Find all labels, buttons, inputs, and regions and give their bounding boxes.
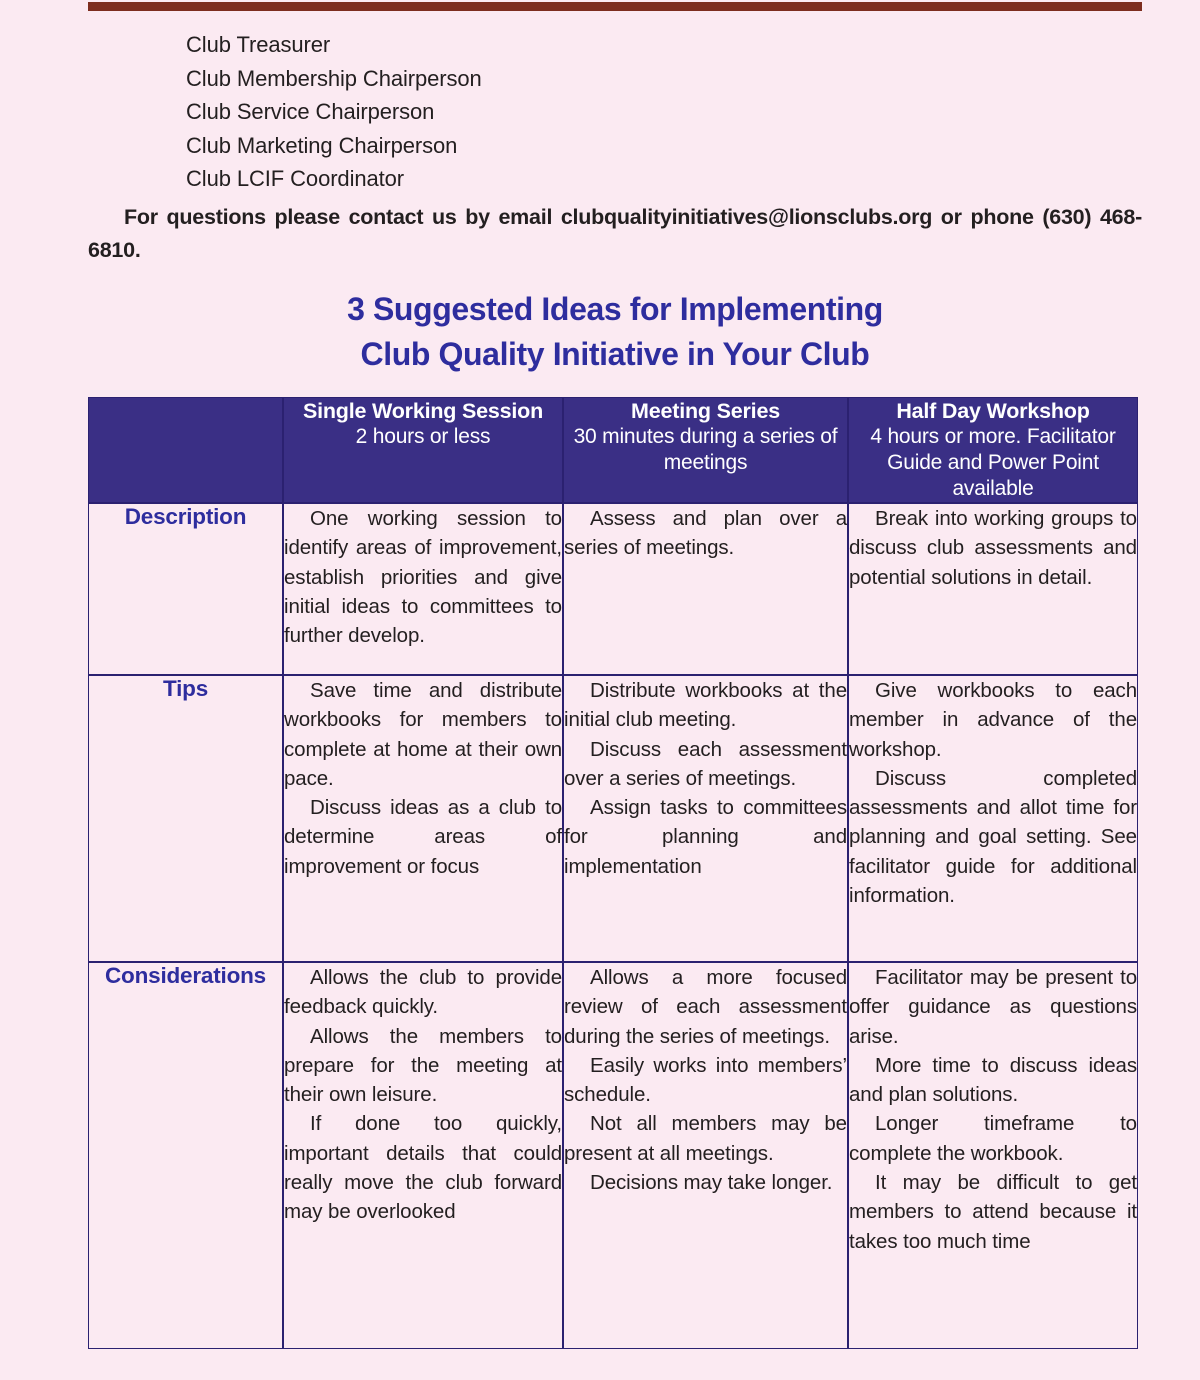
cell-paragraph: Easily works into members’ schedule. (564, 1053, 847, 1107)
cell-considerations-meeting-series (563, 962, 848, 1349)
contact-paragraph: For questions please contact us by email clubqualityinitiatives@lionsclubs.org or phone (630) 468-6810. (88, 204, 1142, 262)
table-header (88, 397, 1138, 503)
cell-paragraph: One working session to identify areas of improvement, establish priorities and give initial ideas to committees to further develop. (284, 507, 562, 648)
cell-tips-half-day-workshop (848, 675, 1138, 962)
list-item: Club Marketing Chairperson (186, 132, 458, 158)
cell-paragraph: Assign tasks to committees for planning and implementation (564, 796, 847, 878)
ideas-table (88, 397, 1138, 1349)
cell-paragraph: Discuss completed assessments and allot time for planning and goal setting. See facilitator guide for additional information. (849, 766, 1137, 908)
cell-paragraph: More time to discuss ideas and plan solutions. (849, 1053, 1137, 1107)
column-header-half-day-workshop (848, 397, 1138, 503)
table-row (88, 503, 1138, 675)
page-title-line-1: 3 Suggested Ideas for Implementing (347, 291, 883, 327)
column-header-title: Half Day Workshop (896, 399, 1090, 423)
row-label-tips: Tips (88, 675, 283, 962)
cell-paragraph: Give workbooks to each member in advance of the workshop. (849, 679, 1137, 761)
cell-paragraph: Decisions may take longer. (590, 1171, 833, 1195)
cell-paragraph: It may be difficult to get members to attend because it takes too much time (849, 1171, 1137, 1253)
cell-tips-single-working-session (283, 675, 563, 962)
column-header-subtitle: 4 hours or more. Facilitator Guide and Power Point available (870, 425, 1116, 500)
cell-paragraph: Save time and distribute workbooks for members to complete at home at their own pace. (284, 679, 562, 790)
cell-paragraph: Discuss ideas as a club to determine areas of improvement or focus (284, 796, 562, 878)
cell-paragraph: Allows the members to prepare for the meeting at their own leisure. (284, 1024, 562, 1107)
row-label-considerations: Considerations (88, 962, 283, 1349)
cell-paragraph: Break into working groups to discuss club assessments and potential solutions in detail. (849, 507, 1137, 589)
page-title-line-2: Club Quality Initiative in Your Club (360, 336, 870, 372)
column-header-meeting-series (563, 397, 848, 503)
column-header-title: Single Working Session (302, 399, 544, 423)
table-row (88, 962, 1138, 1349)
cell-paragraph: Facilitator may be present to offer guidance as questions arise. (849, 966, 1137, 1048)
table-header-row (88, 397, 1138, 503)
cell-paragraph: Distribute workbooks at the initial club meeting. (564, 679, 847, 732)
intro-section (88, 28, 1142, 288)
ideas-table-container (88, 397, 1138, 1349)
cell-tips-meeting-series (563, 675, 848, 962)
page-title (88, 287, 1142, 377)
column-header-subtitle: 30 minutes during a series of meetings (573, 425, 838, 474)
cell-paragraph: Assess and plan over a series of meetings. (564, 507, 847, 560)
club-roles-list (88, 28, 1142, 196)
table-corner-cell (88, 397, 283, 503)
table-row (88, 675, 1138, 962)
cell-description-meeting-series (563, 503, 848, 675)
cell-paragraph: Discuss each assessment over a series of meetings. (564, 737, 847, 790)
cell-paragraph: Allows a more focused review of each assessment during the series of meetings. (564, 966, 847, 1048)
cell-paragraph: If done too quickly, important details that could really move the club forward may be overlooked (284, 1112, 562, 1224)
cell-description-single-working-session (283, 503, 563, 675)
list-item: Club Service Chairperson (186, 99, 435, 124)
row-label-description: Description (88, 503, 283, 675)
cell-paragraph: Allows the club to provide feedback quickly. (284, 966, 562, 1019)
list-item: Club Treasurer (186, 32, 331, 57)
cell-paragraph: Not all members may be present at all meetings. (564, 1112, 847, 1165)
top-rule (88, 2, 1142, 11)
cell-paragraph: Longer timeframe to complete the workbook. (849, 1112, 1137, 1165)
list-item: Club LCIF Coordinator (186, 166, 404, 191)
table-body (88, 503, 1138, 1349)
column-header-single-working-session (283, 397, 563, 503)
column-header-title: Meeting Series (631, 399, 780, 423)
column-header-subtitle: 2 hours or less (355, 425, 491, 448)
list-item: Club Membership Chairperson (186, 65, 482, 91)
cell-considerations-single-working-session (283, 962, 563, 1349)
cell-description-half-day-workshop (848, 503, 1138, 675)
cell-considerations-half-day-workshop (848, 962, 1138, 1349)
